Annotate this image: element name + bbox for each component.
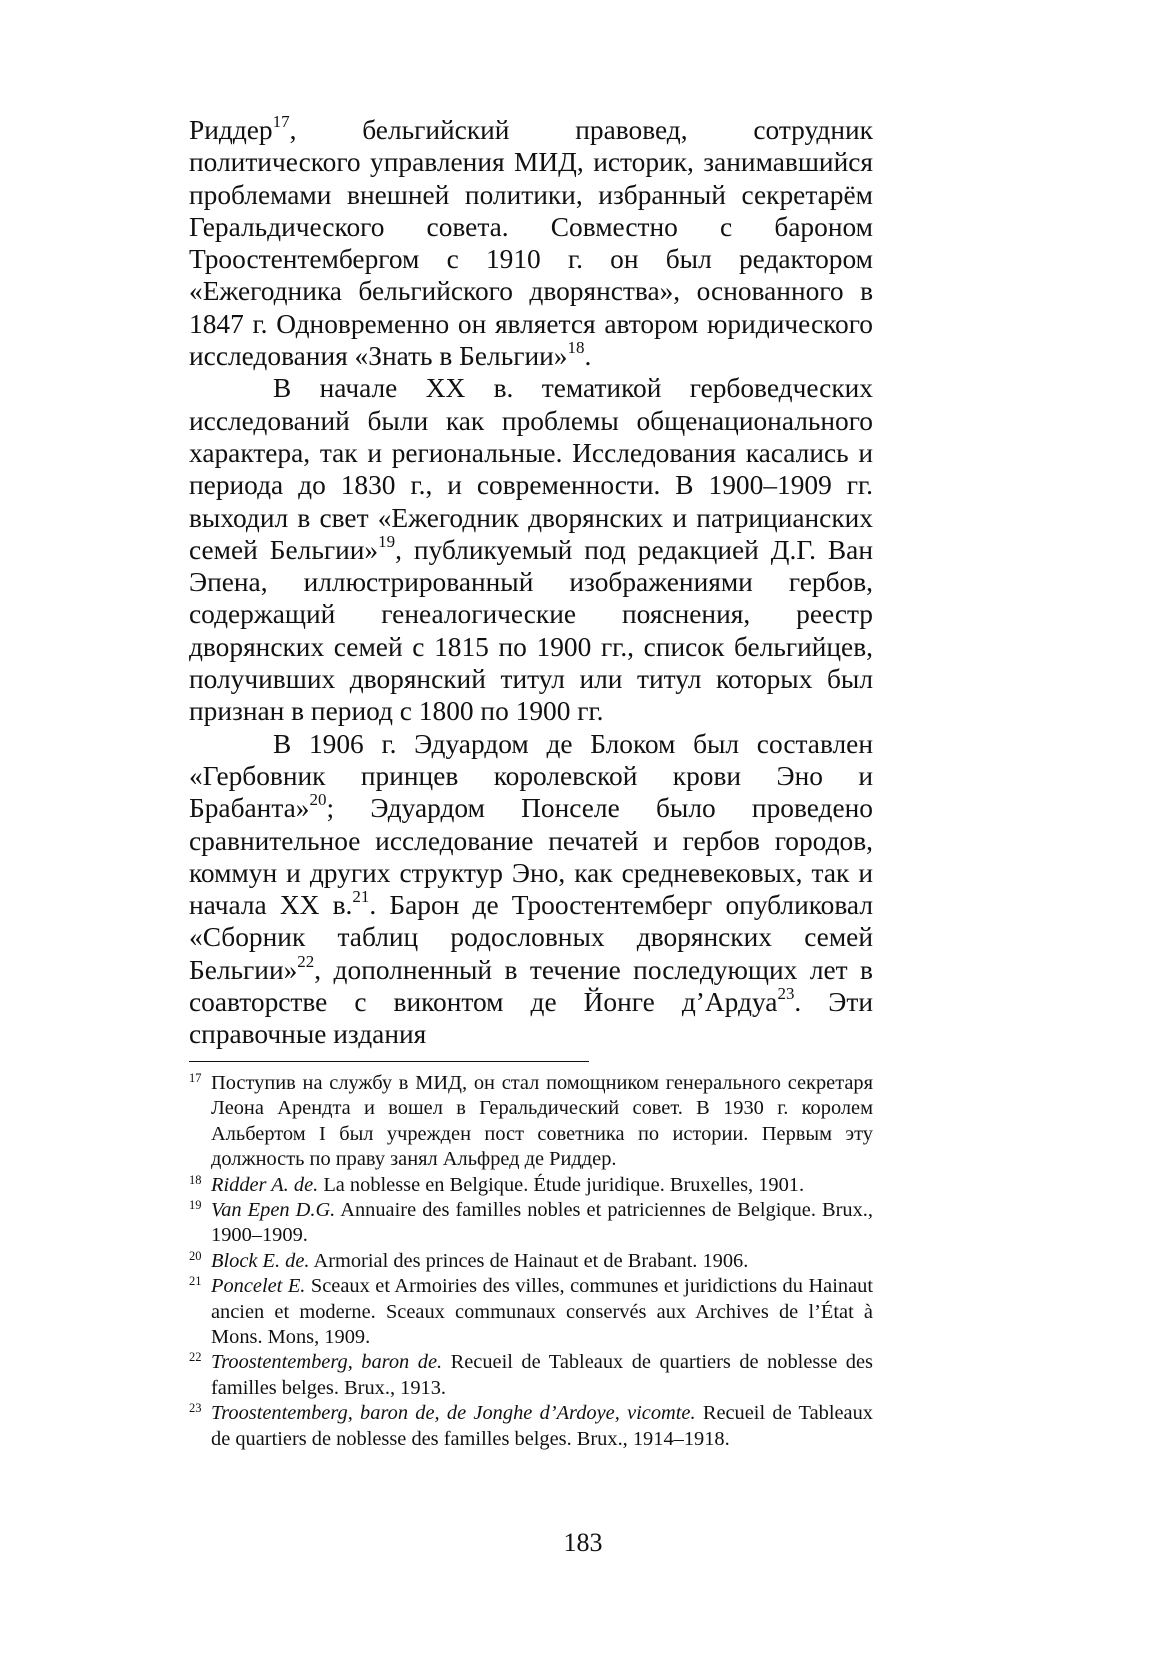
footnote [189,1350,873,1401]
text-run: , бельгийский правовед, сотрудник политического управления МИД, историк, занимавшийся проблемами внешней политики, избранный секретарём Геральдического совета. Совместно с бароном Троостентембергом с 1910 г. он был редактором «Ежегодника бельгийского дворянства», основанного в 1847 г. Одновременно он является автором юридического исследования «Знать в Бельгии» [189,115,873,372]
footnote-ref: 20 [309,790,327,810]
footnote-number: 23 [189,1401,202,1416]
page-number: 183 [563,1528,603,1557]
footnote-text [211,1250,748,1272]
text-run: Armorial des princes de Hainaut et de Brabant. 1906. [309,1249,749,1272]
text-run: , дополненный в течение последующих лет в соавторстве с виконтом де Йонге д’Ардуа [189,954,873,1018]
footnote-ref: 21 [352,887,370,907]
footnote-ref: 17 [272,112,290,132]
text-run: Риддер [189,115,273,145]
footnote [189,1173,873,1198]
text-run: Annuaire des familles nobles et patriciennes de Belgique. Brux., 1900–1909. [211,1199,873,1247]
footnote-ref: 23 [777,984,795,1004]
author-name: Block E. de. [211,1249,310,1272]
text-run: , публикуемый под редакцией Д.Г. Ван Эпена, иллюстрированный изображениями гербов, содержащий генеалогические пояснения, реестр дворянских семей с 1815 по 1900 гг., список бельгийцев, получивших дворянский титул или титул которых был признан в период с 1800 по 1900 гг. [189,534,874,727]
footnote [189,1071,873,1173]
text-run: В начале XX в. тематикой гербоведческих исследований были как проблемы общенационального характера, так и региональные. Исследования касались и периода до 1830 г., и современности. В 1900–1909 гг. выходил в свет «Ежегодник дворянских и патрицианских семей Бельгии» [189,373,873,565]
author-name: Troostentemberg, baron de, de Jonghe d’Ardoye, vicomte. [211,1402,696,1425]
author-name: Ridder A. de. [211,1173,319,1196]
author-name: Poncelet E. [211,1275,306,1298]
footnote [189,1274,873,1350]
footnotes [189,1071,873,1452]
footnote-text [211,1402,873,1449]
footnote-text [211,1275,873,1348]
text-run: . Барон де Троостентемберг опубликовал «Сборник таблиц родословных дворянских семей Бельгии» [189,890,873,985]
paragraph [189,114,873,372]
footnote-number: 18 [189,1172,202,1187]
footnote [189,1198,873,1249]
footnote-number: 20 [189,1248,202,1263]
footnote-number: 17 [189,1071,202,1085]
author-name: Troostentemberg, baron de. [211,1351,443,1374]
footnote [189,1249,873,1274]
text-run: La noblesse en Belgique. Étude juridique. Bruxelles, 1901. [318,1173,805,1196]
footnote-number: 21 [189,1274,202,1289]
footnote [189,1401,873,1452]
footnote-ref: 22 [297,951,315,971]
footnote-separator [189,1061,589,1062]
footnote-text [211,1072,873,1170]
paragraph [189,728,873,1051]
footnote-text [211,1174,804,1196]
text-run: . Эти справочные издания [189,987,874,1050]
footnote-number: 22 [189,1350,202,1365]
text-run: Recueil de Tableaux de quartiers de noblesse des familles belges. Brux., 1914–1918. [211,1402,873,1450]
footnote-ref: 19 [378,532,396,552]
text-run: В 1906 г. Эдуардом де Блоком был составлен «Гербовник принцев королевской крови Эно и Брабанта» [189,728,873,824]
footnote-text [211,1199,873,1246]
paragraph [189,372,873,727]
author-name: Van Epen D.G. [211,1199,336,1222]
body-text [189,114,873,1051]
text-run: Поступив на службу в МИД, он стал помощником генерального секретаря Леона Арендта и вошел в Геральдический совет. В 1930 г. королем Альбертом I был учрежден пост советника по истории. Первым эту должность по праву занял Альфред де Риддер. [211,1072,873,1171]
footnote-text [211,1351,873,1398]
footnote-ref: 18 [567,338,585,358]
text-run: ; Эдуардом Понселе было проведено сравнительное исследование печатей и гербов городов, коммун и других структур Эно, как средневековых, так и начала XX в. [189,793,873,921]
footnote-number: 19 [189,1198,202,1213]
text-run: . [584,341,592,372]
text-run: Sceaux et Armoiries des villes, communes et juridictions du Hainaut ancien et moderne. Sceaux communaux conservés aux Archives de l’État à Mons. Mons, 1909. [211,1275,873,1349]
text-run: Recueil de Tableaux de quartiers de noblesse des familles belges. Brux., 1913. [211,1351,873,1399]
